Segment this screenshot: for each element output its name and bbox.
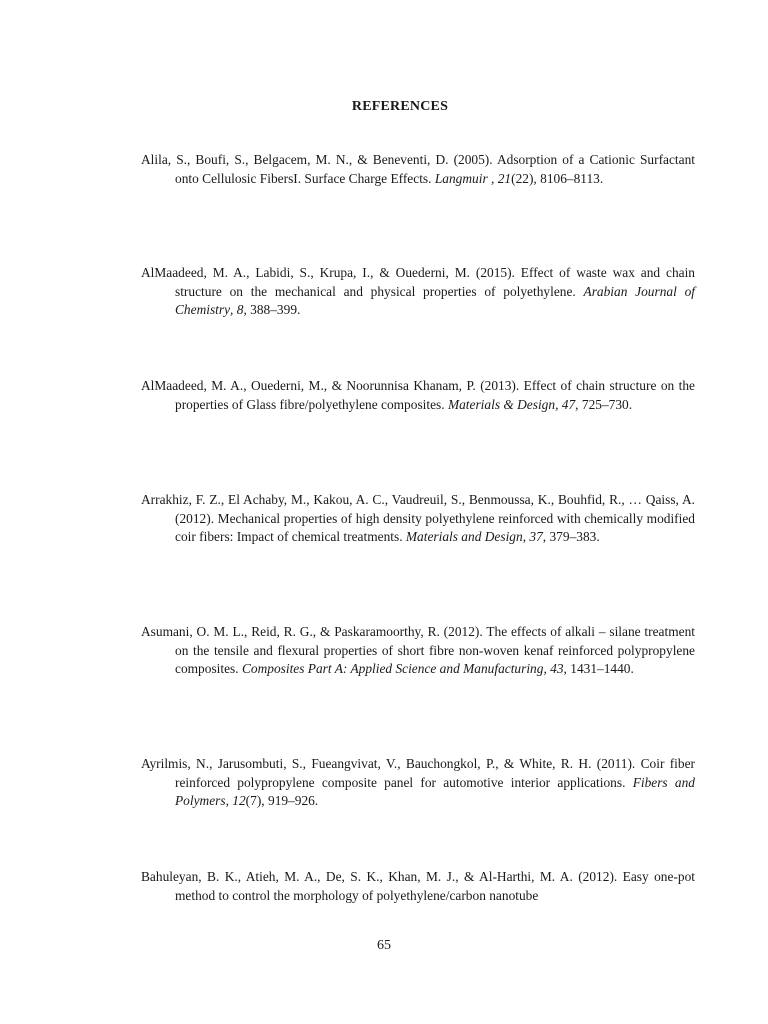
- reference-pages: , 388–399.: [243, 302, 301, 318]
- reference-authors-title: Ayrilmis, N., Jarusombuti, S., Fueangvivat, V., Bauchongkol, P., & White, R. H. (2011). Coir fiber reinforced polypropylene composite panel for automotive interior applications.: [141, 756, 695, 790]
- reference-authors-title: AlMaadeed, M. A., Labidi, S., Krupa, I., & Ouederni, M. (2015). Effect of waste wax and chain structure on the mechanical and physical properties of polyethylene.: [141, 265, 695, 299]
- reference-entry: [141, 151, 695, 188]
- reference-journal: Arabian Journal of Chemistry: [175, 283, 695, 318]
- reference-volume: 8: [236, 302, 244, 318]
- reference-authors-title: Alila, S., Boufi, S., Belgacem, M. N., & Beneventi, D. (2005). Adsorption of a Cationic Surfactant onto Cellulosic FibersI. Surface Charge Effects.: [141, 152, 695, 186]
- reference-journal: Materials and Design: [405, 529, 523, 545]
- reference-separator: ,: [230, 302, 237, 318]
- reference-separator: ,: [543, 661, 551, 677]
- page-title: REFERENCES: [351, 99, 449, 114]
- reference-volume: 43: [550, 661, 564, 677]
- reference-issue: (7): [245, 793, 262, 809]
- reference-journal: Composites Part A: Applied Science and Manufacturing: [241, 661, 544, 677]
- reference-authors-title: Arrakhiz, F. Z., El Achaby, M., Kakou, A. C., Vaudreuil, S., Benmoussa, K., Bouhfid, R., … Qaiss, A. (2012). Mechanical properties of high density polyethylene reinforced with chemically modified coir fibers: Impact of chemical treatments.: [141, 492, 695, 545]
- reference-pages: , 379–383.: [542, 529, 600, 545]
- reference-volume: 12: [232, 793, 246, 809]
- reference-separator: ,: [225, 793, 233, 809]
- page-number: 65: [377, 938, 391, 953]
- reference-entry: [141, 491, 695, 547]
- reference-separator: ,: [487, 170, 498, 186]
- reference-volume: 21: [497, 170, 512, 186]
- reference-journal: Fibers and Polymers: [175, 774, 695, 809]
- reference-volume: 47: [561, 396, 576, 412]
- reference-entry: [141, 377, 695, 414]
- reference-entry: [141, 623, 695, 679]
- reference-separator: ,: [555, 396, 562, 412]
- reference-journal: Langmuir: [434, 170, 488, 186]
- reference-authors-title: AlMaadeed, M. A., Ouederni, M., & Noorunnisa Khanam, P. (2013). Effect of chain structure on the properties of Glass fibre/polyethylene composites.: [141, 378, 695, 412]
- reference-authors-title: Bahuleyan, B. K., Atieh, M. A., De, S. K., Khan, M. J., & Al-Harthi, M. A. (2012). Easy one-pot method to control the morphology of polyethylene/carbon nanotube: [141, 869, 695, 903]
- reference-pages: , 8106–8113.: [533, 170, 604, 186]
- reference-issue: (22): [511, 170, 534, 186]
- reference-pages: , 1431–1440.: [563, 661, 634, 677]
- reference-entry: [141, 868, 695, 905]
- reference-volume: 37: [529, 529, 543, 545]
- reference-entry: [141, 755, 695, 811]
- reference-pages: , 725–730.: [575, 396, 633, 412]
- reference-separator: ,: [522, 529, 530, 545]
- reference-authors-title: Asumani, O. M. L., Reid, R. G., & Paskaramoorthy, R. (2012). The effects of alkali – silane treatment on the tensile and flexural properties of short fibre non-woven kenaf reinforced polypropylene composites.: [141, 624, 695, 677]
- reference-entry: [141, 264, 695, 320]
- reference-journal: Materials & Design: [447, 396, 556, 412]
- reference-pages: , 919–926.: [261, 793, 319, 809]
